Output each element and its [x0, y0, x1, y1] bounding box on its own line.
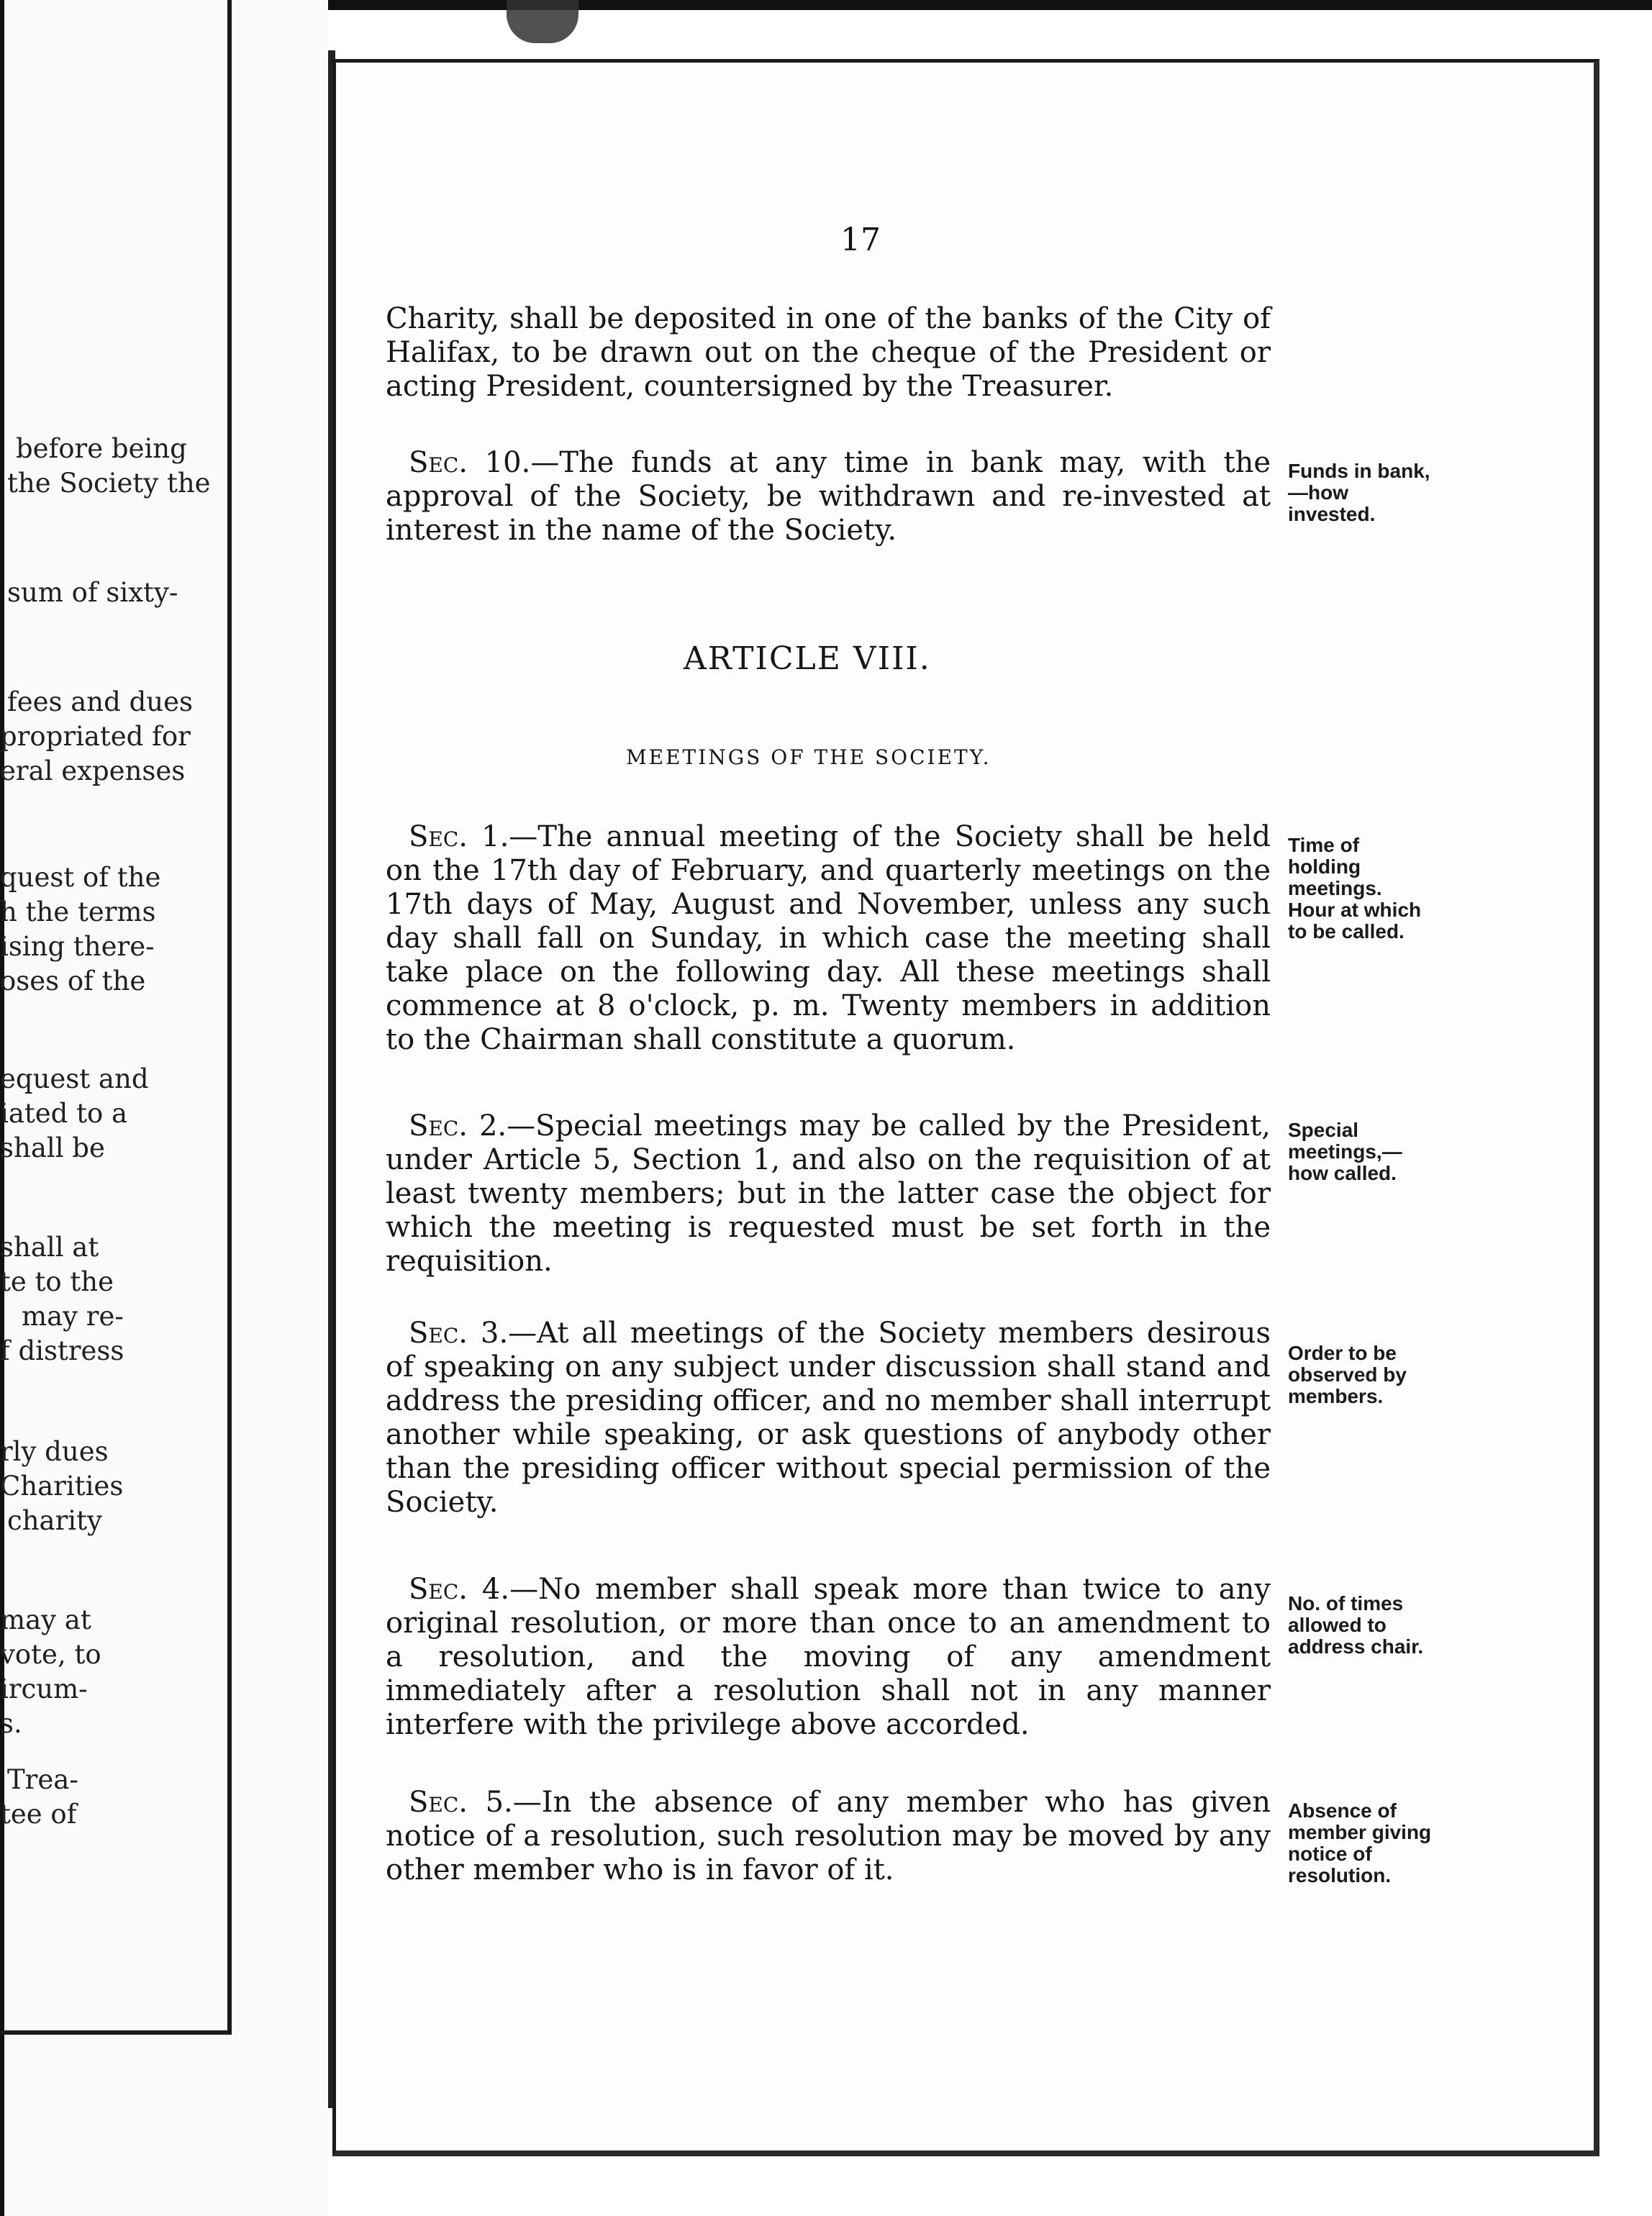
- margin-note: Order to be observed by members.: [1288, 1342, 1407, 1407]
- section-text: —In the absence of any member who has given notice of a resolution, such resolution may be moved by any other member who is in favor of it.: [386, 1786, 1271, 1886]
- left-fragment: the Society the: [7, 468, 211, 499]
- left-fragment: propriated for: [0, 721, 191, 752]
- margin-note: Funds in bank,—how invested.: [1288, 460, 1430, 525]
- section-text: —The funds at any time in bank may, with the approval of the Society, be withdrawn and re-invested at interest in the name of the Society.: [386, 446, 1271, 547]
- section-paragraph: [386, 1786, 1271, 1887]
- section-paragraph: [386, 446, 1271, 548]
- left-fragment: Trea-: [7, 1764, 78, 1795]
- section-text: —No member shall speak more than twice to any original resolution, or more than once to an amendment to a resolution, and the moving of any amendment immediately after a resolution shall not in any manner interfere with the privilege above accorded.: [386, 1573, 1271, 1741]
- left-fragment: equest and: [0, 1063, 149, 1094]
- left-page-bottom-edge: [0, 2030, 230, 2035]
- section-paragraph: [386, 1573, 1271, 1742]
- left-fragment: ircum-: [0, 1674, 88, 1704]
- left-fragment: may re-: [22, 1301, 124, 1332]
- left-fragment: oses of the: [0, 966, 146, 996]
- left-fragment: Charities: [0, 1471, 124, 1502]
- margin-note: No. of times allowed to address chair.: [1288, 1592, 1424, 1658]
- left-fragment: may at: [0, 1604, 91, 1635]
- section-text: —The annual meeting of the Society shall be held on the 17th day of February, and quarterly meetings on the 17th days of May, August and November, unless any such day shall fall on Sunday, in which case the meeting shall take place on the following day. All these meetings shall commence at 8 o'clock, p. m. Twenty members in addition to the Chairman shall constitute a quorum.: [386, 820, 1271, 1056]
- margin-note: Absence of member giving notice of resolution.: [1288, 1799, 1432, 1886]
- left-fragment: sum of sixty-: [7, 577, 178, 608]
- left-fragment: h the terms: [0, 896, 156, 927]
- section-label: Sec. 3.: [409, 1317, 509, 1350]
- article-subheading: MEETINGS OF THE SOCIETY.: [626, 745, 991, 769]
- section-label: Sec. 2.: [409, 1109, 507, 1143]
- left-fragment: rly dues: [0, 1436, 109, 1467]
- left-fragment: before being: [16, 433, 187, 464]
- intro-paragraph: Charity, shall be deposited in one of the banks of the City of Halifax, to be drawn out on the cheque of the President or acting President, countersigned by the Treasurer.: [386, 302, 1271, 403]
- section-label: Sec. 10.: [409, 446, 531, 479]
- left-fragment: shall at: [0, 1232, 99, 1263]
- left-fragment: ising there-: [0, 931, 155, 962]
- left-fragment: vote, to: [0, 1639, 101, 1670]
- margin-note: Time of holding meetings. Hour at which to be called.: [1288, 834, 1422, 943]
- section-paragraph: [386, 1317, 1271, 1520]
- left-fragment: te to the: [0, 1266, 114, 1297]
- page-number: 17: [840, 222, 881, 258]
- left-fragment: tee of: [0, 1799, 77, 1830]
- left-fragment: fees and dues: [7, 686, 193, 717]
- section-label: Sec. 4.: [409, 1573, 510, 1606]
- section-paragraph: [386, 1109, 1271, 1279]
- left-fragment: quest of the: [0, 862, 161, 893]
- article-heading: ARTICLE VIII.: [684, 640, 931, 677]
- left-fragment: charity: [7, 1505, 102, 1536]
- left-page-right-edge: [227, 0, 232, 2035]
- left-fragment: iated to a: [0, 1098, 128, 1129]
- left-fragment: eral expenses: [0, 755, 186, 786]
- margin-note: Special meetings,—how called.: [1288, 1119, 1402, 1184]
- left-fragment: s.: [0, 1708, 22, 1739]
- section-label: Sec. 5.: [409, 1786, 513, 1819]
- section-label: Sec. 1.: [409, 820, 509, 853]
- scan-blot: [507, 0, 578, 43]
- section-paragraph: [386, 820, 1271, 1057]
- section-text: —At all meetings of the Society members desirous of speaking on any subject under discussion shall stand and address the presiding officer, and no member shall interrupt another while speaking, or ask questions of anybody other than the presiding officer without special permission of the Society.: [386, 1317, 1271, 1519]
- left-fragment: f distress: [0, 1335, 124, 1366]
- left-fragment: shall be: [0, 1132, 105, 1163]
- section-text: —Special meetings may be called by the President, under Article 5, Section 1, and also on the requisition of at least twenty members; but in the latter case the object for which the meeting is requested must be set forth in the requisition.: [386, 1109, 1271, 1278]
